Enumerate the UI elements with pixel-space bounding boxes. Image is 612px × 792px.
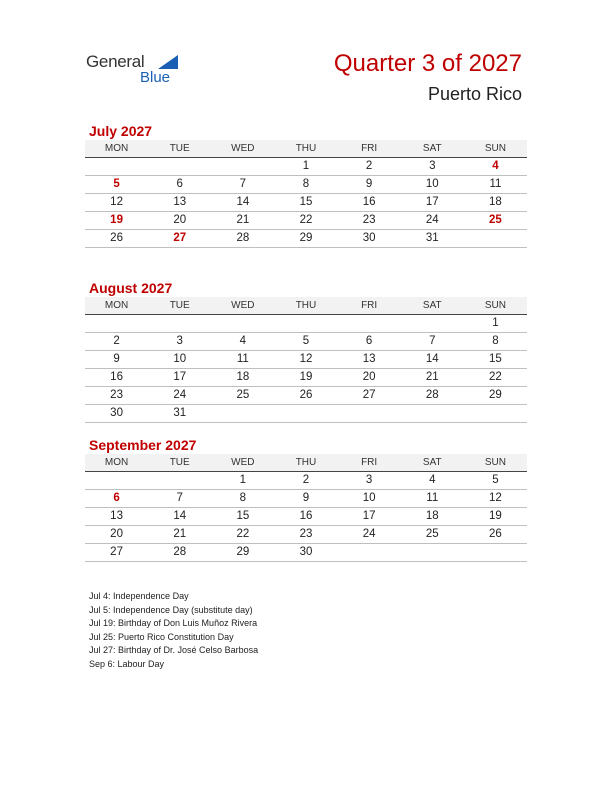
day-cell: 27 xyxy=(173,232,187,244)
weekday-header xyxy=(85,140,527,158)
day-cell: 21 xyxy=(173,528,187,540)
week-row xyxy=(85,472,527,490)
logo xyxy=(86,52,196,92)
day-cell: 13 xyxy=(173,196,187,208)
day-cell: 24 xyxy=(173,389,187,401)
day-cell: 30 xyxy=(362,232,376,244)
holiday-list xyxy=(89,590,389,671)
month-name: September 2027 xyxy=(89,437,197,453)
day-cell: 1 xyxy=(302,160,310,172)
day-cell: 7 xyxy=(239,178,247,190)
week-row xyxy=(85,526,527,544)
day-cell: 8 xyxy=(492,335,499,347)
weekday-header xyxy=(85,454,527,472)
day-cell: 9 xyxy=(365,178,373,190)
day-cell xyxy=(85,158,148,175)
day-cell: 22 xyxy=(236,528,250,540)
weekday-label: WED xyxy=(231,300,255,311)
day-cell: 2 xyxy=(113,335,120,347)
day-cell: 18 xyxy=(236,371,250,383)
day-cell: 22 xyxy=(299,214,313,226)
weekday-label: SUN xyxy=(484,143,506,154)
day-cell xyxy=(85,472,148,489)
holiday-item: Jul 19: Birthday of Don Luis Muñoz Rivera xyxy=(89,618,258,628)
day-cell: 22 xyxy=(489,371,502,383)
day-cell: 11 xyxy=(489,178,502,190)
weekday-label: FRI xyxy=(361,457,378,468)
weekday-label: WED xyxy=(231,457,255,468)
weekday-label: MON xyxy=(104,143,129,154)
day-cell: 16 xyxy=(362,196,376,208)
day-cell xyxy=(211,405,274,422)
page-title: Quarter 3 of 2027 xyxy=(333,50,522,77)
day-cell: 6 xyxy=(176,178,183,190)
weekday-label: FRI xyxy=(361,300,378,311)
day-cell: 12 xyxy=(299,353,313,365)
day-cell: 14 xyxy=(425,353,439,365)
day-cell: 18 xyxy=(489,196,502,208)
day-cell: 26 xyxy=(110,232,123,244)
logo-general-text: General xyxy=(86,52,145,71)
day-cell xyxy=(211,315,274,332)
day-cell: 30 xyxy=(299,546,313,558)
day-cell: 8 xyxy=(302,178,310,190)
day-cell: 29 xyxy=(236,546,250,558)
holiday-item: Jul 4: Independence Day xyxy=(89,591,189,601)
weekday-label: MON xyxy=(104,300,129,311)
week-row xyxy=(85,315,527,333)
day-cell: 12 xyxy=(489,492,502,504)
day-cell xyxy=(211,158,274,175)
day-cell: 17 xyxy=(362,510,376,522)
day-cell: 14 xyxy=(236,196,250,208)
day-cell xyxy=(274,405,337,422)
day-cell: 11 xyxy=(236,353,249,365)
day-cell: 23 xyxy=(299,528,313,540)
weekday-label: TUE xyxy=(169,143,190,154)
day-cell: 10 xyxy=(173,353,187,365)
day-cell xyxy=(148,158,211,175)
week-row xyxy=(85,351,527,369)
day-cell: 5 xyxy=(492,474,499,486)
day-cell: 25 xyxy=(489,214,502,226)
weekday-label: THU xyxy=(295,143,317,154)
day-cell: 7 xyxy=(429,335,436,347)
day-cell xyxy=(338,544,401,561)
day-cell xyxy=(401,315,464,332)
month-name: July 2027 xyxy=(89,123,153,139)
day-cell: 26 xyxy=(299,389,313,401)
week-row xyxy=(85,194,527,212)
weekday-label: SAT xyxy=(422,300,442,311)
week-row xyxy=(85,544,527,562)
day-cell: 20 xyxy=(110,528,123,540)
day-cell: 6 xyxy=(365,335,373,347)
holiday-item: Jul 5: Independence Day (substitute day) xyxy=(89,604,253,615)
day-cell: 29 xyxy=(299,232,313,244)
day-cell: 28 xyxy=(425,389,439,401)
day-cell: 25 xyxy=(425,528,439,540)
day-cell: 2 xyxy=(302,474,310,486)
month-july xyxy=(85,122,527,248)
month-august xyxy=(85,279,527,423)
day-cell: 17 xyxy=(173,371,187,383)
day-cell: 19 xyxy=(110,214,123,226)
day-cell xyxy=(401,544,464,561)
day-cell xyxy=(148,472,211,489)
weekday-label: WED xyxy=(231,143,255,154)
day-cell: 31 xyxy=(173,407,187,419)
week-row xyxy=(85,176,527,194)
holiday-item: Jul 25: Puerto Rico Constitution Day xyxy=(89,631,234,642)
week-row xyxy=(85,230,527,248)
logo-blue-text: Blue xyxy=(140,69,171,86)
day-cell xyxy=(464,230,527,247)
logo-triangle-icon xyxy=(158,55,178,69)
day-cell: 28 xyxy=(173,546,187,558)
day-cell: 11 xyxy=(426,492,439,504)
weekday-label: SUN xyxy=(484,300,506,311)
day-cell: 23 xyxy=(110,389,123,401)
day-cell: 10 xyxy=(425,178,439,190)
day-cell: 10 xyxy=(362,492,376,504)
country-name: Puerto Rico xyxy=(427,84,522,104)
holiday-item: Sep 6: Labour Day xyxy=(89,658,165,669)
weekday-label: SAT xyxy=(422,143,442,154)
week-row xyxy=(85,405,527,423)
day-cell: 15 xyxy=(489,353,502,365)
weekday-label: TUE xyxy=(169,457,190,468)
holiday-item: Jul 27: Birthday of Dr. José Celso Barbosa xyxy=(89,645,259,655)
day-cell xyxy=(401,405,464,422)
day-cell: 1 xyxy=(239,474,247,486)
day-cell: 25 xyxy=(236,389,250,401)
day-cell xyxy=(338,315,401,332)
day-cell: 24 xyxy=(362,528,376,540)
day-cell: 20 xyxy=(173,214,187,226)
day-cell: 12 xyxy=(110,196,123,208)
week-row xyxy=(85,333,527,351)
day-cell: 9 xyxy=(113,353,120,365)
day-cell: 16 xyxy=(110,371,123,383)
day-cell: 30 xyxy=(110,407,123,419)
weekday-label: SUN xyxy=(484,457,506,468)
day-cell: 31 xyxy=(425,232,439,244)
day-cell: 4 xyxy=(429,474,436,486)
day-cell xyxy=(148,315,211,332)
week-row xyxy=(85,158,527,176)
day-cell: 2 xyxy=(365,160,373,172)
day-cell xyxy=(464,405,527,422)
day-cell: 29 xyxy=(489,389,502,401)
day-cell xyxy=(464,544,527,561)
day-cell: 3 xyxy=(365,474,373,486)
day-cell: 1 xyxy=(492,317,499,329)
week-row xyxy=(85,369,527,387)
day-cell: 4 xyxy=(492,160,499,172)
weekday-label: THU xyxy=(295,457,317,468)
day-cell: 8 xyxy=(239,492,247,504)
weekday-label: FRI xyxy=(361,143,378,154)
day-cell: 23 xyxy=(362,214,376,226)
day-cell: 3 xyxy=(429,160,436,172)
day-cell: 27 xyxy=(362,389,376,401)
day-cell: 28 xyxy=(236,232,250,244)
month-september xyxy=(85,436,527,562)
day-cell xyxy=(338,405,401,422)
day-cell: 4 xyxy=(239,335,247,347)
day-cell: 5 xyxy=(113,178,120,190)
weekday-label: TUE xyxy=(169,300,190,311)
day-cell: 6 xyxy=(113,492,120,504)
month-name: August 2027 xyxy=(89,280,173,296)
day-cell: 27 xyxy=(110,546,123,558)
day-cell xyxy=(274,315,337,332)
weekday-header xyxy=(85,297,527,315)
day-cell: 15 xyxy=(236,510,250,522)
week-row xyxy=(85,212,527,230)
day-cell: 13 xyxy=(110,510,123,522)
day-cell xyxy=(85,315,148,332)
day-cell: 19 xyxy=(299,371,313,383)
weekday-label: THU xyxy=(295,300,317,311)
day-cell: 13 xyxy=(362,353,376,365)
day-cell: 26 xyxy=(489,528,502,540)
day-cell: 21 xyxy=(425,371,439,383)
weekday-label: MON xyxy=(104,457,129,468)
day-cell: 15 xyxy=(299,196,313,208)
day-cell: 24 xyxy=(425,214,439,226)
day-cell: 18 xyxy=(425,510,439,522)
week-row xyxy=(85,508,527,526)
day-cell: 5 xyxy=(302,335,310,347)
day-cell: 7 xyxy=(176,492,183,504)
weekday-label: SAT xyxy=(422,457,442,468)
day-cell: 19 xyxy=(489,510,502,522)
day-cell: 14 xyxy=(173,510,187,522)
day-cell: 20 xyxy=(362,371,376,383)
day-cell: 17 xyxy=(425,196,439,208)
day-cell: 16 xyxy=(299,510,313,522)
week-row xyxy=(85,387,527,405)
week-row xyxy=(85,490,527,508)
day-cell: 9 xyxy=(302,492,310,504)
day-cell: 3 xyxy=(176,335,183,347)
day-cell: 21 xyxy=(236,214,250,226)
